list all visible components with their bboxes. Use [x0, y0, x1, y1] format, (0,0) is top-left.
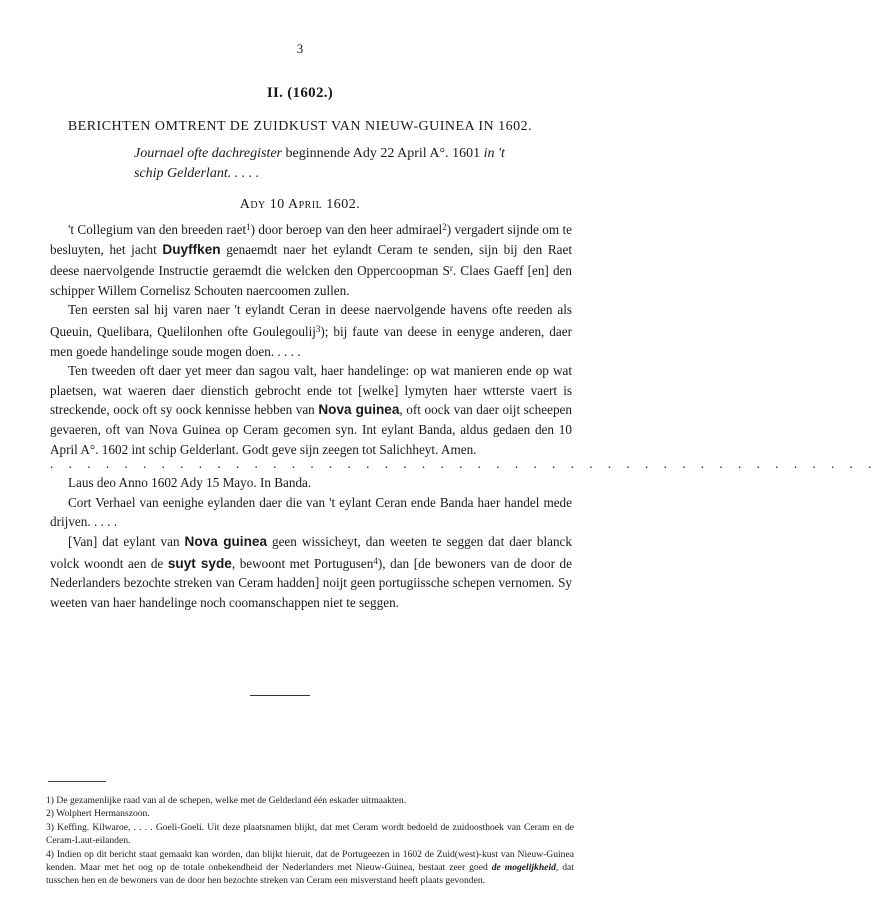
superscript-r: r	[449, 263, 453, 274]
text-run: , bewoont met Portugusen	[231, 555, 374, 571]
paragraph-2	[50, 300, 572, 361]
body-text	[50, 218, 877, 612]
document-title: BERICHTEN OMTRENT DE ZUIDKUST VAN NIEUW-GUINEA IN 1602.	[67, 119, 533, 134]
text-run: ) vergadert sijnde om te besluyten, het jacht	[50, 222, 572, 257]
footnote-ref-1: 1	[246, 222, 251, 232]
text-run: . Claes Gaeff [en] den schipper Willem Cornelisz Schouten naercoomen zullen.	[50, 263, 572, 298]
journal-date-text: beginnende Ady 22 April A°. 1601	[282, 146, 484, 161]
paragraph-4: Laus deo Anno 1602 Ady 15 Mayo. In Banda.	[68, 475, 312, 491]
place-nova-guinea-2: Nova guinea	[184, 533, 268, 549]
dateline: Ady 10 April 1602.	[239, 197, 361, 212]
text-run: [Van] dat eylant van	[68, 533, 185, 549]
footnote-ref-3: 3	[315, 323, 321, 334]
journal-line-2: schip Gelderlant. . . . .	[134, 166, 260, 181]
text-run: ), dan [de bewoners van de door de Nederlanders bezochte streken van Ceram hadden] noijt geen portugiissche schepen vernomen. Sy weeten van haer handelinge noch coomanschappen niet te seggen.	[50, 555, 572, 610]
paragraph-6	[50, 532, 572, 612]
text-run: Ten eersten sal hij varen naer 't eylandt Ceran in deese naervolgende havens ofte reeden als Queuin, Quelibara, Quelilonhen ofte Goulegoulij	[50, 302, 572, 339]
paragraph-1	[50, 218, 572, 300]
text-run: 4) Indien op dit bericht staat gemaakt kan worden, dan blijkt hieruit, dat de Portugeezen in 1602 de Zuid(west)-kust van Nieuw-Guinea kenden. Maar met het oog op de totale onbekendheid der Nederlanders met Nieuw-Guinea, bestaat zeer goed	[46, 848, 574, 874]
page-number: 3	[296, 41, 304, 56]
ellipsis-line: . . . . . . . . . . . . . . . . . . . . . . . . . . . . . . . . . . . . . . . . . . . . .	[50, 456, 877, 472]
footnote-4	[46, 848, 574, 888]
journal-title-italic: Journael ofte dachregister	[134, 146, 283, 161]
text-run: , oft oock van daer oijt scheepen gevaeren, oft van Nova Guinea op Ceram gecomen syn. Int eylant Banda, aldus gedaen den 10 April A°. 1602 int schip Gelderlant. Godt geve sijn zeegen tot Salichheyt. Amen.	[50, 402, 572, 457]
footnote-2: 2) Wolphert Hermanszoon.	[46, 808, 150, 820]
footnote-ref-4: 4	[373, 555, 378, 566]
section-heading: II. (1602.)	[266, 85, 334, 101]
paragraph-3	[50, 361, 572, 459]
journal-in-italic: in 't	[483, 146, 505, 161]
text-run: geen wissicheyt, dan weeten te seggen dat daer blanck volck woondt aen de	[50, 533, 573, 571]
journal-line-1	[134, 146, 505, 162]
text-run: Ten tweeden oft daer yet meer dan sagou valt, haer handelinge: op wat manieren ende op wat plaetsen, wat waeren daer dienstich gebrocht ende tot [welke] lymyten haer wtterste vaert is streckende, oock oft sy oock kennisse hebben van	[50, 363, 572, 418]
place-suyt-syde: suyt syde	[167, 555, 232, 571]
footnotes	[46, 794, 574, 888]
section-divider	[250, 695, 310, 696]
paragraph-5: Cort Verhael van eenighe eylanden daer die van 't eylant Ceran ende Banda haer handel mede drijven. . . . .	[50, 494, 572, 530]
footnote-divider	[48, 781, 106, 782]
place-nova-guinea: Nova guinea	[318, 402, 400, 418]
text-run: , dat tusschen hen en de bewoners van de door hen bezochte streken van Ceram een misverstand heeft plaats gevonden.	[46, 862, 574, 887]
footnote-3: 3) Keffing. Kilwaroe, . . . . Goeli-Goeli. Uit deze plaatsnamen blijkt, dat met Ceram wordt bedoeld de zuidoosthoek van Ceram en de Ceram-Laut-eilanden.	[46, 821, 574, 847]
footnote-1: 1) De gezamenlijke raad van al de schepen, welke met de Gelderland één eskader uitmaakten.	[46, 795, 407, 806]
text-run: ); bij faute van deese in eenyge anderen, daer men goede handelinge soude mogen doen. . . . .	[50, 323, 572, 359]
text-run: genaemdt naer het eylandt Ceram te senden, sijn bij den Raet deese naervolgende Instructie geraemdt die welcken den Oppercoopman S	[50, 241, 572, 279]
text-run: ) door beroep van den heer admirael	[250, 222, 443, 237]
emphasis: de mogelijkheid	[491, 862, 556, 874]
text-run: 't Collegium van den breeden raet	[68, 222, 247, 237]
footnote-ref-2: 2	[442, 222, 447, 232]
ship-name-duyffken: Duyffken	[162, 241, 221, 257]
